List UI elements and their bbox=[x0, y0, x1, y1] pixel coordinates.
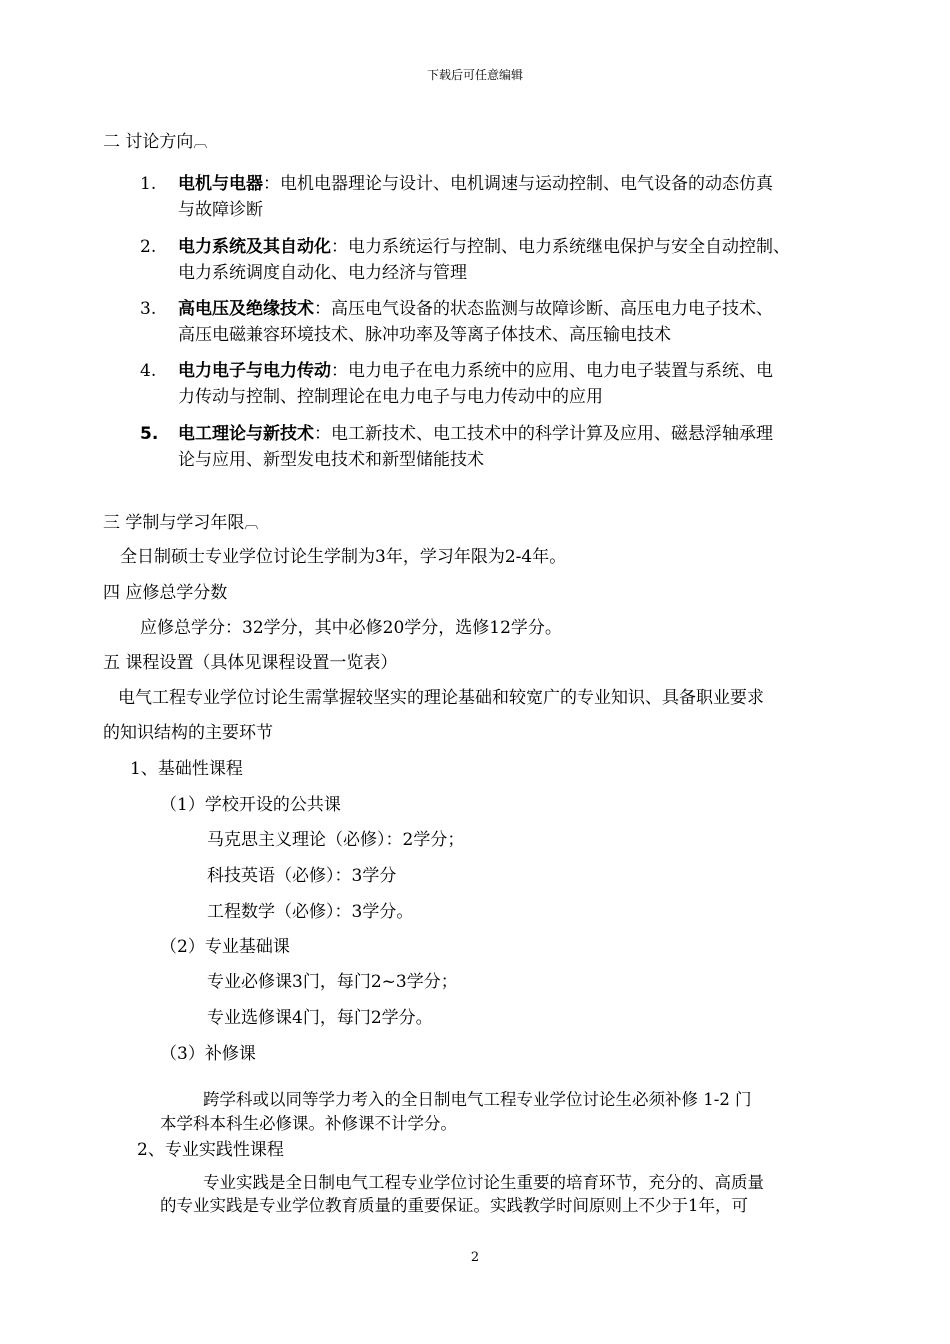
item-term: 高电压及绝缘技术 bbox=[178, 299, 314, 319]
item-desc-line1: ：高压电气设备的状态监测与故障诊断、高压电力电子技术、 bbox=[314, 299, 773, 319]
course-line: 马克思主义理论（必修）：2学分； bbox=[207, 830, 465, 850]
section-3-title: 三 学制与学习年限 bbox=[103, 513, 245, 533]
subsection-2-title: 2、专业实践性课程 bbox=[137, 1140, 284, 1160]
subsection-2-line2: 的专业实践是专业学位教育质量的重要保证。实践教学时间原则上不少于1年，可 bbox=[160, 1196, 748, 1215]
part-1-title: （1）学校开设的公共课 bbox=[160, 795, 341, 815]
item-number: 5. bbox=[140, 424, 159, 444]
item-number: 2. bbox=[140, 237, 157, 257]
subsection-2-line1: 专业实践是全日制电气工程专业学位讨论生重要的培育环节，充分的、高质量 bbox=[203, 1173, 764, 1192]
item-term: 电工理论与新技术 bbox=[178, 424, 314, 444]
section-4-heading: 四 应修总学分数 bbox=[103, 583, 228, 603]
section-3-mark: ︹ bbox=[244, 516, 259, 532]
item-term: 电力电子与电力传动 bbox=[178, 361, 331, 381]
item-desc-line1: ：电力电子在电力系统中的应用、电力电子装置与系统、电 bbox=[331, 361, 773, 381]
part-3-line1: 跨学科或以同等学力考入的全日制电气工程专业学位讨论生必须补修 1-2 门 bbox=[203, 1090, 752, 1109]
course-line: 工程数学（必修）：3学分。 bbox=[207, 902, 414, 922]
item-number: 3. bbox=[140, 299, 157, 319]
subsection-1-title: 1、基础性课程 bbox=[130, 759, 243, 779]
page-number: 2 bbox=[470, 1250, 480, 1265]
item-term: 电力系统及其自动化 bbox=[178, 237, 331, 257]
item-term: 电机与电器 bbox=[178, 174, 263, 194]
item-desc-line2: 电力系统调度自动化、电力经济与管理 bbox=[178, 263, 467, 283]
item-number: 4. bbox=[140, 361, 157, 381]
section-3-text: 全日制硕士专业学位讨论生学制为3年，学习年限为2-4年。 bbox=[120, 547, 567, 567]
section-5-intro-line2: 的知识结构的主要环节 bbox=[103, 723, 273, 743]
part-3-title: （3）补修课 bbox=[160, 1044, 256, 1064]
course-line: 专业选修课4门，每门2学分。 bbox=[207, 1008, 433, 1028]
section-5-heading: 五 课程设置（具体见课程设置一览表） bbox=[103, 653, 398, 673]
section-5-intro-line1: 电气工程专业学位讨论生需掌握较坚实的理论基础和较宽广的专业知识、具备职业要求 bbox=[118, 688, 764, 708]
course-line: 科技英语（必修）：3学分 bbox=[207, 866, 397, 886]
section-2-heading bbox=[103, 127, 207, 152]
section-2-mark: ︹ bbox=[193, 135, 208, 151]
item-desc-line2: 力传动与控制、控制理论在电力电子与电力传动中的应用 bbox=[178, 387, 603, 407]
part-2-title: （2）专业基础课 bbox=[160, 937, 290, 957]
item-number: 1. bbox=[140, 174, 157, 194]
section-4-text: 应修总学分：32学分，其中必修20学分，选修12学分。 bbox=[140, 618, 562, 638]
item-desc-line2: 高压电磁兼容环境技术、脉冲功率及等离子体技术、高压输电技术 bbox=[178, 325, 671, 345]
item-desc-line2: 与故障诊断 bbox=[178, 200, 263, 220]
page-header: 下载后可任意编辑 bbox=[426, 68, 523, 82]
course-line: 专业必修课3门，每门2~3学分； bbox=[207, 972, 458, 992]
item-desc-line1: ：电工新技术、电工技术中的科学计算及应用、磁悬浮轴承理 bbox=[314, 424, 773, 444]
part-3-line2: 本学科本科生必修课。补修课不计学分。 bbox=[160, 1114, 457, 1133]
item-desc-line2: 论与应用、新型发电技术和新型储能技术 bbox=[178, 450, 484, 470]
section-2-title: 二 讨论方向 bbox=[103, 132, 194, 152]
item-desc-line1: ：电机电器理论与设计、电机调速与运动控制、电气设备的动态仿真 bbox=[263, 174, 773, 194]
section-3-heading bbox=[103, 508, 258, 533]
item-desc-line1: ：电力系统运行与控制、电力系统继电保护与安全自动控制、 bbox=[331, 237, 790, 257]
